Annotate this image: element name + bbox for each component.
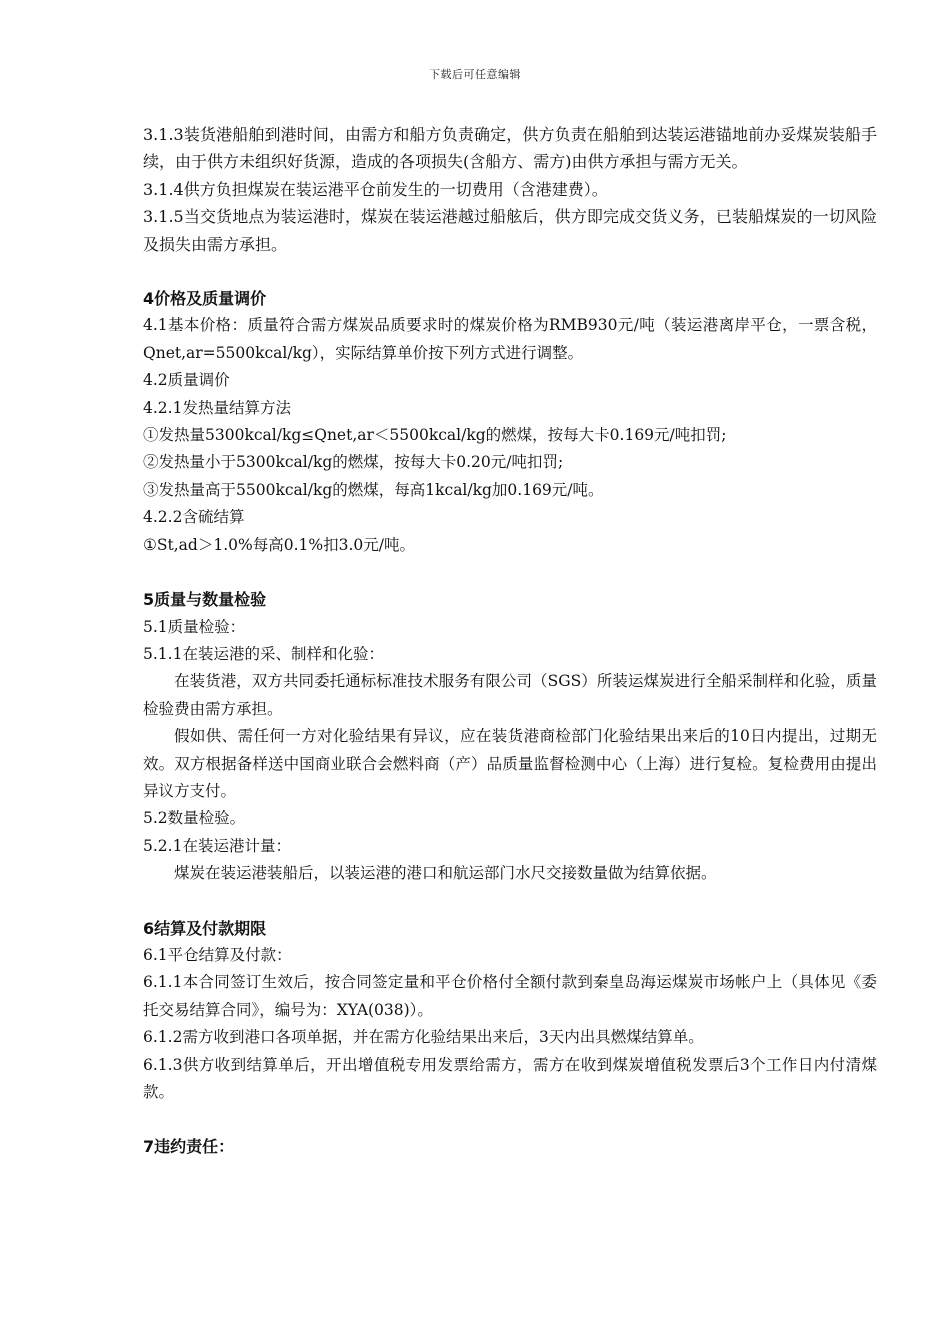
clause-6-1-2: 6.1.2需方收到港口各项单据，并在需方化验结果出来后，3天内出具燃煤结算单。 [143,1028,704,1047]
clause-4-1: 4.1基本价格：质量符合需方煤炭品质要求时的煤炭价格为RMB930元/吨（装运港离岸平仓，一票含税，Qnet,ar=5500kcal/kg），实际结算单价按下列方式进行调整。 [143,316,877,362]
clause-3-1-5: 3.1.5当交货地点为装运港时，煤炭在装运港越过船舷后，供方即完成交货义务，已装船煤炭的一切风险及损失由需方承担。 [143,207,877,254]
clause-5-1-1: 5.1.1在装运港的采、制样和化验： [143,644,384,663]
section-heading-5: 5质量与数量检验 [143,590,267,610]
clause-5-2-1-paragraph-1: 煤炭在装运港装船后，以装运港的港口和航运部门水尺交接数量做为结算依据。 [174,864,717,883]
clause-5-1: 5.1质量检验： [143,617,246,636]
clause-4-2-1-item-3: ③发热量高于5500kcal/kg的燃煤，每高1kcal/kg加0.169元/吨。 [143,480,604,499]
clause-6-1: 6.1平仓结算及付款： [143,945,292,964]
clause-5-1-1-paragraph-1: 在装货港，双方共同委托通标标准技术服务有限公司（SGS）所装运煤炭进行全船采制样和化验，质量检验费由需方承担。 [143,672,877,718]
document-body [143,121,877,1161]
clause-4-2-1: 4.2.1发热量结算方法 [143,398,291,417]
clause-6-1-3: 6.1.3供方收到结算单后，开出增值税专用发票给需方，需方在收到煤炭增值税发票后3个工作日内付清煤款。 [143,1055,877,1101]
section-heading-4: 4价格及质量调价 [143,289,267,309]
section-heading-6: 6结算及付款期限 [143,918,267,938]
clause-4-2-1-item-1: ①发热量5300kcal/kg≤Qnet,ar＜5500kcal/kg的燃煤，按每大卡0.169元/吨扣罚; [143,426,727,445]
clause-4-2: 4.2质量调价 [143,371,230,390]
clause-3-1-3: 3.1.3装货港船舶到港时间，由需方和船方负责确定，供方负责在船舶到达装运港锚地前办妥煤炭装船手续，由于供方未组织好货源，造成的各项损失(含船方、需方)由供方承担与需方无关。 [143,125,877,172]
clause-5-2-1: 5.2.1在装运港计量： [143,836,291,855]
clause-4-2-2: 4.2.2含硫结算 [143,508,245,527]
clause-4-2-1-item-2: ②发热量小于5300kcal/kg的燃煤，按每大卡0.20元/吨扣罚; [143,453,564,472]
clause-5-1-1-paragraph-2: 假如供、需任何一方对化验结果有异议，应在装货港商检部门化验结果出来后的10日内提出，过期无效。双方根据备样送中国商业联合会燃料商（产）品质量监督检测中心（上海）进行复检。复检费用由提出异议方支付。 [143,727,877,800]
clause-4-2-2-item-1: ①St,ad＞1.0%每高0.1%扣3.0元/吨。 [143,535,415,554]
clause-5-2: 5.2数量检验。 [143,809,246,828]
clause-3-1-4: 3.1.4供方负担煤炭在装运港平仓前发生的一切费用（含港建费）。 [143,179,608,199]
page-header: 下载后可任意编辑 [429,68,521,81]
section-heading-7: 7违约责任： [143,1137,235,1157]
clause-6-1-1: 6.1.1本合同签订生效后，按合同签定量和平仓价格付全额付款到秦皇岛海运煤炭市场帐户上（具体见《委托交易结算合同》，编号为：XYA(038)）。 [143,973,877,1019]
